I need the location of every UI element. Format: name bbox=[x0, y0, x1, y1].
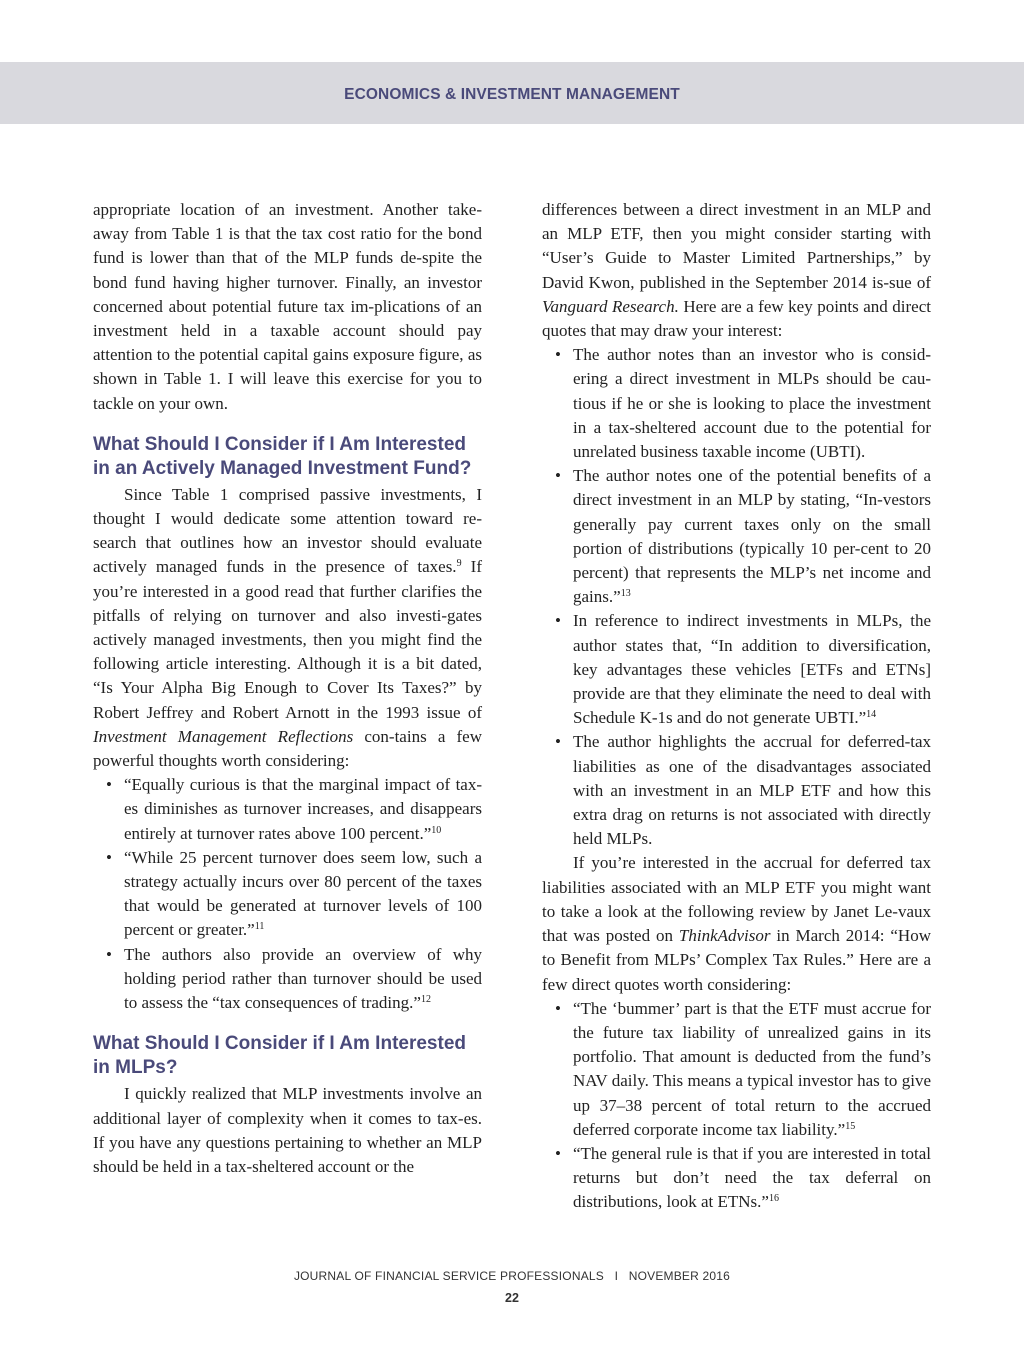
list-item: • “While 25 percent turnover does seem low, such a strategy actually incurs over 80 percent of the taxes that would be generated at turnover levels of 100 percent or greater.”$^{11}$ bbox=[106, 847, 482, 940]
bullet-icon: • bbox=[555, 1143, 561, 1163]
bullet-icon: • bbox=[555, 732, 561, 752]
left-column bbox=[93, 198, 482, 1179]
right-paragraph-2: If you’re interested in the accrual for deferred tax liabilities associated with an MLP ETF you might want to take a look at the following review by Janet Le-vaux that was posted on ThinkAdvisor in March 2014: “How to Benefit from MLPs’ Complex Tax Rules.” Here are a few direct quotes worth considering: bbox=[542, 853, 931, 994]
left-paragraph-2: Since Table 1 comprised passive investments, I thought I would dedicate some attention toward re-search that outlines how an investor should evaluate actively managed funds in the presence of taxes.$^9$ If you’re interested in a good read that further clarifies the pitfalls of relying on turnover and also investi-gates actively managed investments, then you might find the following article interesting. Although it is a bit dated, “Is Your Alpha Big Enough to Cover Its Taxes?” by Robert Jeffrey and Robert Arnott in the 1993 issue of Investment Management Reflections con-tains a few powerful thoughts worth considering: bbox=[93, 484, 483, 771]
publication-title: Investment Management Reflections bbox=[93, 726, 354, 746]
bullet-icon: • bbox=[555, 611, 561, 631]
list-item: • The author notes than an investor who is consid-ering a direct investment in MLPs should be cau-tious if he or she is looking to place the investment in a tax-sheltered account due to the potential for unrelated business taxable income (UBTI). bbox=[555, 345, 931, 462]
footer-journal-line: JOURNAL OF FINANCIAL SERVICE PROFESSIONALS I NOVEMBER 2016 bbox=[293, 1269, 731, 1283]
list-item: • The author notes one of the potential benefits of a direct investment in an MLP by stating, “In-vestors generally pay current taxes only on the small portion of distributions (typically 10 per-cent to 20 percent) that represents the MLP’s net income and gains.”$^{13}$ bbox=[555, 466, 931, 607]
section-header-title: ECONOMICS & INVESTMENT MANAGEMENT bbox=[344, 86, 680, 103]
page-number: 22 bbox=[505, 1291, 519, 1305]
list-item: • “Equally curious is that the marginal impact of tax-es diminishes as turnover increases, and disappears entirely at turnover rates above 100 percent.”$^{10}$ bbox=[106, 775, 482, 843]
right-column bbox=[542, 198, 931, 1215]
list-item: • The authors also provide an overview of why holding period rather than turnover should be used to assess the “tax consequences of trading.”$^{12}$ bbox=[106, 944, 482, 1013]
left-paragraph-3: I quickly realized that MLP investments involve an additional layer of complexity when it comes to tax-es. If you have any questions pertaining to whether an MLP should be held in a tax-sheltered account or the bbox=[93, 1084, 482, 1176]
list-item: • In reference to indirect investments in MLPs, the author states that, “In addition to diversification, key advantages these vehicles [ETFs and ETNs] provide are that they eliminate the need to deal with Schedule K-1s and do not generate UBTI.”$^{14}$ bbox=[555, 611, 931, 728]
left-paragraph-1: appropriate location of an investment. Another take-away from Table 1 is that the tax cost ratio for the bond fund is lower than that of the MLP funds de-spite the bond fund having higher turnover. Finally, an investor concerned about potential future tax im-plications of an investment held in a taxable account should pay attention to the potential capital gains exposure figure, as shown in Table 1. I will leave this exercise for you to tackle on your own. bbox=[93, 200, 482, 413]
bullet-icon: • bbox=[555, 998, 561, 1018]
list-item: • “The ‘bummer’ part is that the ETF must accrue for the future tax liability of unrealized gains in its portfolio. That amount is deducted from the fund’s NAV daily. This means a typical investor has to give up 37–38 percent of total return to the accrued deferred corporate income tax liability.”$^{15}$ bbox=[555, 998, 931, 1139]
bullet-icon: • bbox=[106, 775, 112, 795]
bullet-icon: • bbox=[555, 466, 561, 486]
heading-mlps: What Should I Consider if I Am Interested in MLPs? bbox=[93, 1033, 466, 1079]
bullet-icon: • bbox=[555, 345, 561, 365]
list-item: • The author highlights the accrual for deferred-tax liabilities as one of the disadvantages associated with an investment in an MLP ETF and how this extra drag on returns is not associated with directly held MLPs. bbox=[555, 732, 931, 849]
right-paragraph-1: differences between a direct investment in an MLP and an MLP ETF, then you might consider starting with “User’s Guide to Master Limited Partnerships,” by David Kwon, published in the September 2014 is-sue of Vanguard Research. Here are a few key points and direct quotes that may draw your interest: bbox=[542, 200, 931, 341]
right-bullet-list-1 bbox=[542, 343, 931, 851]
heading-actively-managed: What Should I Consider if I Am Interested in an Actively Managed Investment Fund? bbox=[93, 433, 472, 479]
list-item: • “The general rule is that if you are interested in total returns but don’t need the tax deferral on distributions, look at ETNs.”$^{16}$ bbox=[555, 1143, 931, 1212]
bullet-icon: • bbox=[106, 944, 112, 964]
right-bullet-list-2 bbox=[542, 997, 931, 1215]
bullet-icon: • bbox=[106, 847, 112, 867]
footnote-ref-9: 9 bbox=[456, 558, 462, 570]
publication-title: ThinkAdvisor bbox=[678, 926, 771, 946]
left-bullet-list bbox=[93, 773, 482, 1015]
publication-title: Vanguard Research. bbox=[542, 296, 679, 316]
